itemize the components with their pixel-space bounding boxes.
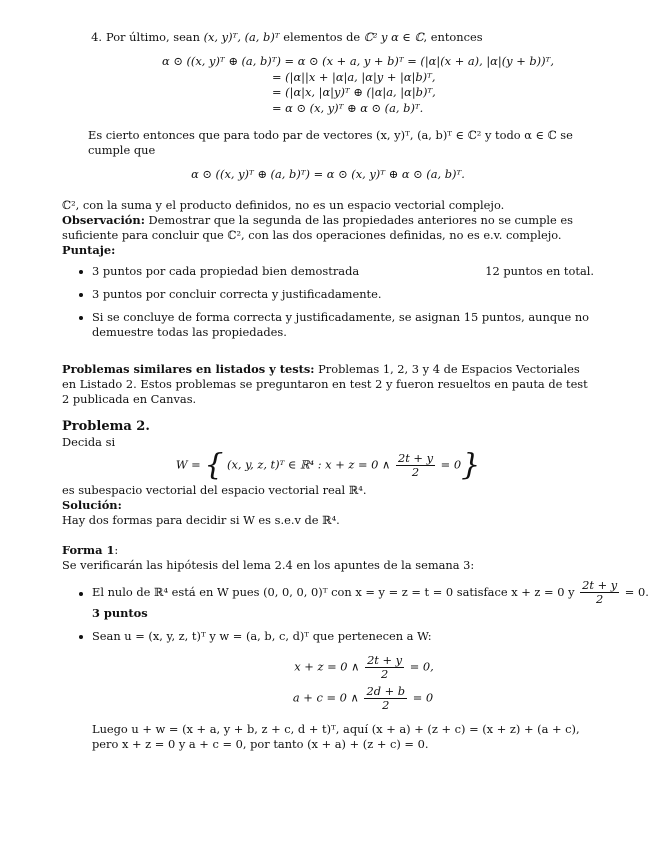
forma-1-heading: Forma 1: (62, 543, 119, 557)
item-number: 4. (91, 30, 102, 44)
list-item: El nulo de ℝ⁴ está en W pues (0, 0, 0, 0)ᵀ con x = y = z = t = 0 satisface x + z = 0 y $\frac{2t + y}{2}$ = 0. 3 puntos (62, 579, 594, 621)
list-item: Sean u = (x, y, z, t)ᵀ y w = (a, b, c, d)ᵀ que pertenecen a W: x + z = 0 ∧ $\frac{2t + y}{2}$ = 0, a + c = 0 ∧ $\frac{2d + b}{2}$ = 0 Luego u + w = (x + a, y + b, z + c, d + t)ᵀ, aquí (x + a) + (z + c) = (x + z) + (a + c), pero x + z = 0 y a + c = 0, por tanto (x + a) + (z + c) = 0. (62, 629, 594, 752)
puntaje-label: Puntaje: (62, 243, 116, 257)
cierto-equation: α ⊙ ((x, y)ᵀ ⊕ (a, b)ᵀ) = α ⊙ (x, y)ᵀ ⊕ α ⊙ (a, b)ᵀ. (191, 167, 465, 181)
observacion-paragraph: Observación: Demostrar que la segunda de las propiedades anteriores no se cumple es suficiente para concluir que ℂ², con las dos operaciones definidas, no es e.v. complejo. (62, 213, 573, 242)
list-item: 3 puntos por concluir correcta y justificadamente. (62, 287, 594, 302)
puntaje-list (62, 264, 594, 340)
conclusion-text: ℂ², con la suma y el producto definidos, no es un espacio vectorial complejo. (62, 198, 505, 212)
fraction: $\frac{2d + b}{2}$ (366, 684, 406, 712)
similares-paragraph: Problemas similares en listados y tests: Problemas 1, 2, 3 y 4 de Espacios Vectoriales en Listado 2. Estos problemas se preguntaron en test 2 y fueron resueltos en pauta de test 2 publicada en Canvas. (62, 362, 588, 406)
forma-1-list (62, 578, 649, 752)
luego-paragraph: Luego u + w = (x + a, y + b, z + c, d + t)ᵀ, aquí (x + a) + (z + c) = (x + z) + (a + c), pero x + z = 0 y a + c = 0, por tanto (x + a) + (z + c) = 0. (92, 722, 580, 751)
subspace-definition: W = { (x, y, z, t)ᵀ ∈ ℝ⁴ : x + z = 0 ∧ $\frac{2t + y}{2}$ = 0} (175, 447, 481, 483)
similares-label: Problemas similares en listados y tests: (62, 362, 315, 376)
list-item: 3 puntos por cada propiedad bien demostrada 12 puntos en total. (62, 264, 594, 279)
points-label: 3 puntos (92, 606, 148, 620)
forma-1-intro: Se verificarán las hipótesis del lema 2.4 en los apuntes de la semana 3: (62, 558, 475, 572)
list-item: Si se concluye de forma correcta y justificadamente, se asignan 15 puntos, aunque no demuestre todas las propiedades. (62, 310, 594, 340)
equation-line-1: α ⊙ ((x, y)ᵀ ⊕ (a, b)ᵀ) = α ⊙ (x + a, y + b)ᵀ = (|α|(x + a), |α|(y + b))ᵀ, (162, 54, 554, 68)
bullet-icon (79, 592, 83, 596)
fraction: $\frac{2t + y}{2}$ (397, 451, 434, 479)
equation-line-3: = (|α|x, |α|y)ᵀ ⊕ (|α|a, |α|b)ᵀ, (272, 85, 436, 99)
observacion-label: Observación: (62, 213, 145, 227)
solucion-text: Hay dos formas para decidir si W es s.e.v de ℝ⁴. (62, 513, 340, 527)
problem-2-title: Problema 2. (62, 419, 150, 434)
bullet-icon (79, 270, 83, 274)
cierto-paragraph: Es cierto entonces que para todo par de vectores (x, y)ᵀ, (a, b)ᵀ ∈ ℂ² y todo α ∈ ℂ se cumple que (88, 128, 573, 157)
subespacio-text: es subespacio vectorial del espacio vectorial real ℝ⁴. (62, 483, 367, 497)
fraction: $\frac{2t + y}{2}$ (582, 578, 618, 606)
decida-text: Decida si (62, 435, 116, 449)
document-page (62, 30, 649, 752)
equation-line-4: = α ⊙ (x, y)ᵀ ⊕ α ⊙ (a, b)ᵀ. (272, 100, 424, 115)
equation-system: x + z = 0 ∧ $\frac{2t + y}{2}$ = 0, a + c = 0 ∧ $\frac{2d + b}{2}$ = 0 (292, 653, 434, 712)
bullet-icon (79, 316, 83, 320)
equation-block-distributive (62, 54, 594, 116)
bullet-icon (79, 293, 83, 297)
item-4-intro: 4. Por último, sean (x, y)ᵀ, (a, b)ᵀ elementos de ℂ² y α ∈ ℂ, entonces (62, 30, 594, 45)
bullet-icon (79, 635, 83, 639)
equation-line-2: = (|α||x + |α|a, |α|y + |α|b)ᵀ, (272, 69, 436, 84)
fraction: $\frac{2t + y}{2}$ (367, 653, 403, 681)
puntaje-total: 12 puntos en total. (485, 264, 594, 278)
solucion-label: Solución: (62, 498, 122, 512)
